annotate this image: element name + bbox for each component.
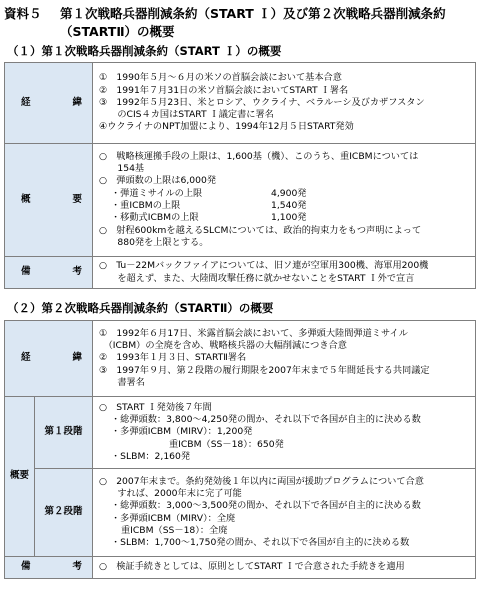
start1-remarks-cell: ○ Tu－22Mバックファイアについては、旧ソ連が空軍用300機、海軍用200機 を超えず、また、大陸間攻撃任務に就かせないことをSTART Ｉ外で宣言	[93, 257, 476, 289]
start2-history-row	[5, 321, 476, 397]
start2-phase2-row	[5, 469, 476, 557]
section2-heading: （２）第２次戦略兵器削減条約（STARTⅡ）の概要	[7, 301, 274, 315]
start1-remarks-header: 備 考	[5, 257, 93, 289]
phase1-label: 第１段階	[35, 397, 93, 469]
section1-heading: （１）第１次戦略兵器削減条約（START Ｉ）の概要	[7, 44, 282, 58]
start2-remarks-cell: ○ 検証手続きとしては、原則としてSTART Ｉで合意された手続きを適用	[93, 557, 476, 579]
title-text: 第１次戦略兵器削減条約（START Ｉ）及び第２次戦略兵器削減条約（STARTⅡ）の概要	[60, 6, 446, 39]
phase2-cell: ○ 2007年末まで。条約発効後１年以内に両国が援助プログラムについて合意 すれば、2000年末に完了可能 ・総弾頭数：3,000～3,500発の間か、それ以下で各国が自主的に決める数 ・多弾頭ICBM（MIRV）：全廃 重ICBM（SS－18）：全廃 ・SLBM：1,700～1,750発の間か、それ以下で各国が自主的に決める数	[93, 469, 476, 557]
start2-remarks-header: 備 考	[5, 557, 93, 579]
start1-table	[4, 62, 476, 289]
start2-history-header: 経 緯	[5, 321, 93, 397]
start1-overview-header: 概 要	[5, 144, 93, 257]
start2-history-cell: ① 1992年６月17日、米露首脳会談において、多弾頭大陸間弾道ミサイル （ICBM）の全廃を含め、戦略核兵器の大幅削減につき合意 ② 1993年１月３日、STARTⅡ署名 ③ 1997年９月、第２段階の履行期限を2007年末まで５年間延長する共同議定 書署名	[93, 321, 476, 397]
phase2-label: 第２段階	[35, 469, 93, 557]
start1-history-row	[5, 63, 476, 144]
start1-history-header: 経 緯	[5, 63, 93, 144]
start2-remarks-row	[5, 557, 476, 579]
start1-overview-row	[5, 144, 476, 257]
title-label: 資料５	[4, 6, 42, 21]
start2-table	[4, 320, 476, 579]
start1-remarks-row	[5, 257, 476, 289]
start2-overview-header: 概要	[5, 397, 35, 557]
start1-history-cell: ① 1990年５月～６月の米ソの首脳会談において基本合意 ② 1991年７月31日の米ソ首脳会談においてSTART Ｉ署名 ③ 1992年５月23日、米とロシア、ウクライナ、ベラルーシ及びカザフスタン のCIS４カ国はSTART Ｉ議定書に署名 ④ウクライナのNPT加盟により、1994年12月５日START発効	[93, 63, 476, 144]
start1-overview-cell: ○ 戦略核運搬手段の上限は、1,600基（機）、このうち、重ICBMについては 154基 ○ 弾頭数の上限は6,000発 ・弾道ミサイルの上限 4,900発 ・重ICBMの上限 1,540発 ・移動式ICBMの上限 1,100発 ○ 射程600kmを越えるSLCMについては、政治的拘束力をもつ声明によって 880発を上限とする。	[93, 144, 476, 257]
start2-phase1-row	[5, 397, 476, 469]
phase1-cell: ○ START Ｉ発効後７年間 ・総弾頭数：3,800～4,250発の間か、それ以下で各国が自主的に決める数 ・多弾頭ICBM（MIRV）：1,200発 重ICBM（SS－18）：650発 ・SLBM：2,160発	[93, 397, 476, 469]
